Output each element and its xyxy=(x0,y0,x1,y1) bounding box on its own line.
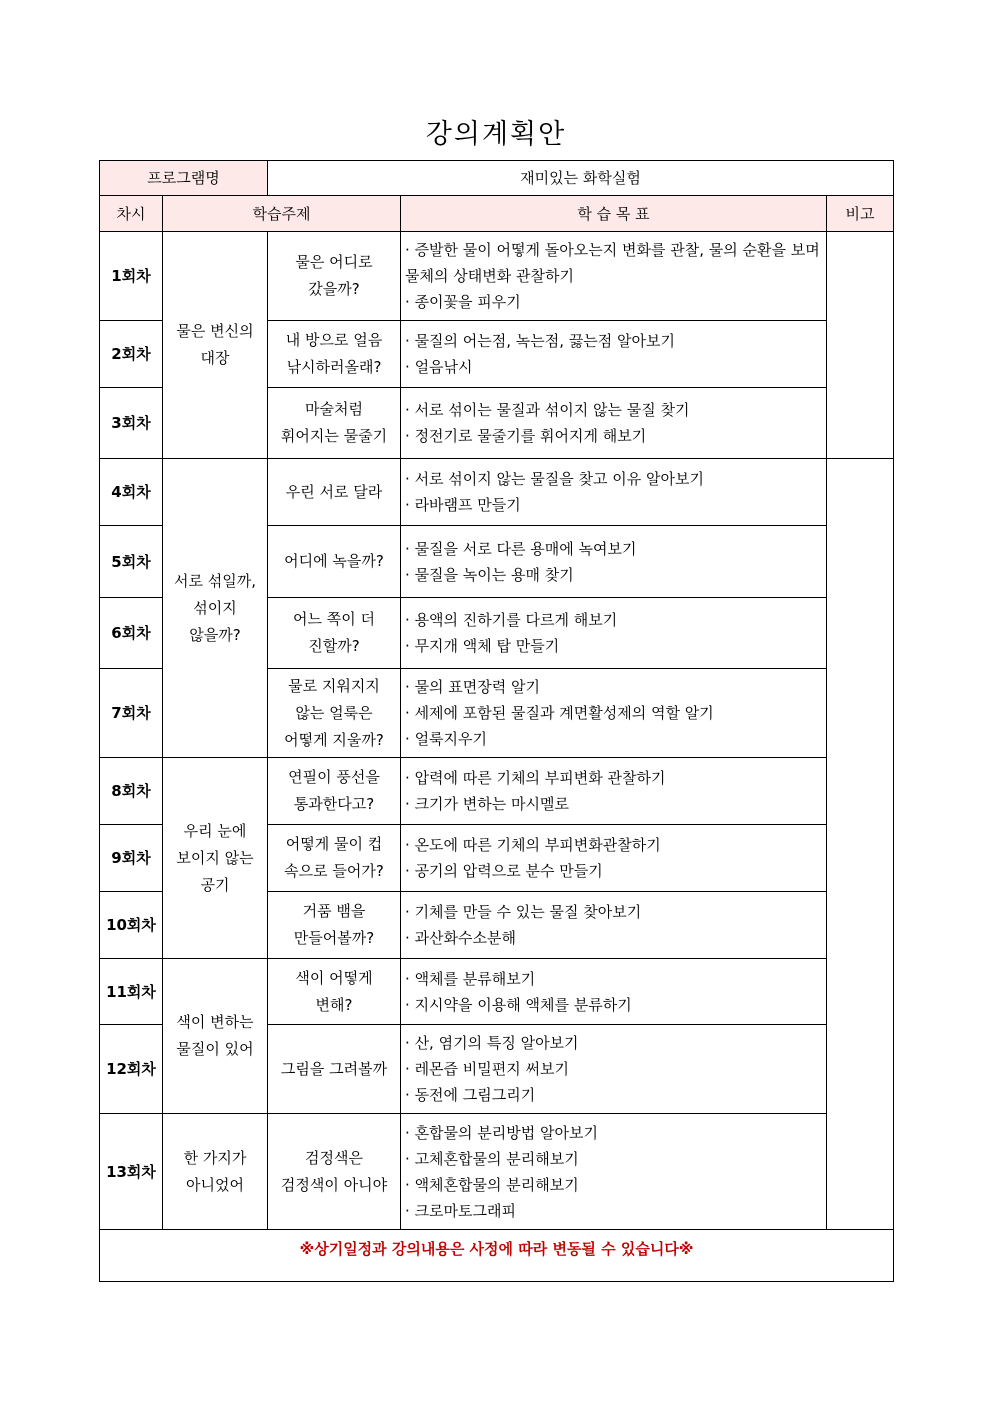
goal-text: 정전기로 물줄기를 휘어지게 해보기 xyxy=(414,427,647,445)
goal-cell xyxy=(401,526,827,598)
header-goal: 학 습 목 표 xyxy=(401,196,827,232)
subtopic-line: 어느 쪽이 더 xyxy=(293,610,376,628)
bullet-icon: · xyxy=(405,1149,415,1168)
session-cell: 2회차 xyxy=(100,321,163,388)
goal-text: 크기가 변하는 마시멜로 xyxy=(414,795,569,813)
goal-item xyxy=(405,536,824,562)
goal-item xyxy=(405,289,824,315)
goal-text: 무지개 액체 탑 만들기 xyxy=(414,637,560,655)
bullet-icon: · xyxy=(405,496,415,514)
goal-text: 액체를 분류해보기 xyxy=(414,969,536,988)
goal-text: 물질을 서로 다른 용매에 녹여보기 xyxy=(414,539,637,558)
goal-item xyxy=(405,992,824,1018)
goal-cell xyxy=(401,459,827,526)
notice-text: ※상기일정과 강의내용은 사정에 따라 변동될 수 있습니다※ xyxy=(100,1230,894,1282)
bullet-icon: · xyxy=(405,332,415,350)
session-row xyxy=(100,459,894,526)
bullet-icon: · xyxy=(405,358,415,376)
subtopic-line: 않는 얼룩은 xyxy=(295,703,373,722)
session-cell: 6회차 xyxy=(100,598,163,669)
subtopic-line: 연필이 풍선을 xyxy=(288,768,380,786)
goal-cell xyxy=(401,669,827,758)
session-cell: 4회차 xyxy=(100,459,163,526)
goal-cell xyxy=(401,1114,827,1230)
bullet-icon: · xyxy=(405,539,415,558)
subtopic-cell xyxy=(268,232,401,321)
subtopic-line: 진할까? xyxy=(308,637,360,655)
topic-line: 대장 xyxy=(200,349,230,367)
goal-text: 서로 섞이는 물질과 섞이지 않는 물질 찾기 xyxy=(414,401,690,419)
goal-text: 고체혼합물의 분리해보기 xyxy=(414,1149,579,1168)
subtopic-line: 그림을 그려볼까 xyxy=(280,1059,388,1078)
goal-item xyxy=(405,328,824,354)
goal-item xyxy=(405,726,824,752)
goal-text: 얼룩지우기 xyxy=(414,730,488,748)
subtopic-cell xyxy=(268,459,401,526)
topic-line: 공기 xyxy=(200,875,230,894)
subtopic-line: 어떻게 물이 컵 xyxy=(285,835,383,853)
goal-item xyxy=(405,397,824,423)
bullet-icon: · xyxy=(405,995,415,1014)
subtopic-line: 내 방으로 얼음 xyxy=(285,331,383,349)
goal-text: 얼음낚시 xyxy=(414,358,473,376)
goal-item xyxy=(405,858,824,884)
bullet-icon: · xyxy=(405,1086,415,1104)
subtopic-cell xyxy=(268,321,401,388)
goal-text: 동전에 그림그리기 xyxy=(414,1086,536,1104)
goal-text: 레몬즙 비밀편지 써보기 xyxy=(414,1060,569,1078)
topic-line: 우리 눈에 xyxy=(183,821,247,840)
topic-line: 색이 변하는 xyxy=(176,1013,254,1031)
subtopic-line: 물은 어디로 xyxy=(295,253,373,271)
topic-line: 아니었어 xyxy=(186,1175,244,1194)
bullet-icon: · xyxy=(405,969,415,988)
session-row xyxy=(100,232,894,321)
goal-cell xyxy=(401,825,827,892)
goal-item xyxy=(405,423,824,449)
topic-line: 보이지 않는 xyxy=(176,848,254,867)
program-label: 프로그램명 xyxy=(100,161,268,196)
session-row xyxy=(100,1114,894,1230)
bullet-icon: · xyxy=(405,730,415,748)
bullet-icon: · xyxy=(405,1060,415,1078)
topic-group-cell xyxy=(163,959,268,1114)
goal-text: 크로마토그래피 xyxy=(414,1201,516,1220)
goal-cell xyxy=(401,1025,827,1114)
bullet-icon: · xyxy=(405,427,415,445)
goal-item xyxy=(405,633,824,659)
subtopic-line: 어디에 녹을까? xyxy=(284,552,384,570)
session-cell: 7회차 xyxy=(100,669,163,758)
program-row xyxy=(100,161,894,196)
bullet-icon: · xyxy=(405,611,415,629)
goal-item xyxy=(405,966,824,992)
bullet-icon: · xyxy=(405,1034,415,1052)
session-cell: 10회차 xyxy=(100,892,163,959)
goal-item xyxy=(405,925,824,951)
goal-item xyxy=(405,791,824,817)
bullet-icon: · xyxy=(405,1175,415,1194)
bullet-icon: · xyxy=(405,795,415,813)
subtopic-cell xyxy=(268,825,401,892)
bullet-icon: · xyxy=(405,241,415,259)
goal-text: 종이꽃을 피우기 xyxy=(414,293,521,311)
goal-cell xyxy=(401,758,827,825)
subtopic-line: 어떻게 지울까? xyxy=(284,730,384,749)
subtopic-line: 검정색이 아니야 xyxy=(280,1175,388,1194)
session-cell: 5회차 xyxy=(100,526,163,598)
bullet-icon: · xyxy=(405,903,415,921)
subtopic-line: 갔을까? xyxy=(308,280,360,298)
subtopic-line: 색이 어떻게 xyxy=(295,968,373,987)
bullet-icon: · xyxy=(405,401,415,419)
goal-item xyxy=(405,1082,824,1108)
goal-cell xyxy=(401,959,827,1025)
goal-item xyxy=(405,832,824,858)
bullet-icon: · xyxy=(405,704,415,722)
subtopic-cell xyxy=(268,669,401,758)
goal-item xyxy=(405,700,824,726)
goal-text: 서로 섞이지 않는 물질을 찾고 이유 알아보기 xyxy=(414,470,704,488)
session-row xyxy=(100,758,894,825)
goal-cell xyxy=(401,388,827,459)
goal-text: 증발한 물이 어떻게 돌아오는지 변화를 관찰, 물의 순환을 보며 물체의 상태변화 관찰하기 xyxy=(405,241,820,285)
program-name: 재미있는 화학실험 xyxy=(268,161,894,196)
goal-item xyxy=(405,492,824,518)
header-session: 차시 xyxy=(100,196,163,232)
session-cell: 3회차 xyxy=(100,388,163,459)
subtopic-cell xyxy=(268,758,401,825)
topic-group-cell xyxy=(163,232,268,459)
subtopic-line: 낚시하러올래? xyxy=(286,358,382,376)
subtopic-cell xyxy=(268,892,401,959)
bullet-icon: · xyxy=(405,1123,415,1142)
topic-line: 않을까? xyxy=(189,625,241,644)
topic-line: 섞이지 xyxy=(193,598,237,617)
subtopic-line: 만들어볼까? xyxy=(293,929,375,947)
goal-text: 산, 염기의 특징 알아보기 xyxy=(414,1034,579,1052)
header-topic: 학습주제 xyxy=(163,196,401,232)
goal-text: 혼합물의 분리방법 알아보기 xyxy=(414,1123,598,1142)
session-cell: 12회차 xyxy=(100,1025,163,1114)
session-cell: 1회차 xyxy=(100,232,163,321)
goal-text: 세제에 포함된 물질과 계면활성제의 역할 알기 xyxy=(414,704,714,722)
note-cell xyxy=(827,459,894,1230)
goal-item xyxy=(405,562,824,588)
goal-text: 물의 표면장력 알기 xyxy=(414,678,541,696)
goal-cell xyxy=(401,892,827,959)
header-note: 비고 xyxy=(827,196,894,232)
lecture-plan-table xyxy=(99,160,894,1282)
goal-text: 공기의 압력으로 분수 만들기 xyxy=(414,862,603,880)
subtopic-cell xyxy=(268,526,401,598)
bullet-icon: · xyxy=(405,293,415,311)
goal-text: 지시약을 이용해 액체를 분류하기 xyxy=(414,995,632,1014)
goal-text: 온도에 따른 기체의 부피변화관찰하기 xyxy=(414,836,661,854)
goal-text: 라바램프 만들기 xyxy=(414,496,521,514)
topic-line: 서로 섞일까, xyxy=(174,571,256,590)
subtopic-line: 검정색은 xyxy=(305,1148,363,1167)
subtopic-cell xyxy=(268,1025,401,1114)
subtopic-line: 속으로 들어가? xyxy=(284,862,384,880)
goal-item xyxy=(405,1056,824,1082)
goal-cell xyxy=(401,232,827,321)
goal-item xyxy=(405,1146,824,1172)
page-title: 강의계획안 xyxy=(425,119,567,150)
subtopic-line: 거품 뱀을 xyxy=(302,902,366,920)
goal-item xyxy=(405,607,824,633)
goal-text: 물질의 어는점, 녹는점, 끓는점 알아보기 xyxy=(414,332,676,350)
goal-item xyxy=(405,1030,824,1056)
session-cell: 9회차 xyxy=(100,825,163,892)
topic-line: 물은 변신의 xyxy=(176,322,254,340)
bullet-icon: · xyxy=(405,862,415,880)
bullet-icon: · xyxy=(405,678,415,696)
bullet-icon: · xyxy=(405,565,415,584)
subtopic-cell xyxy=(268,598,401,669)
goal-item xyxy=(405,237,824,289)
subtopic-cell xyxy=(268,1114,401,1230)
topic-group-cell xyxy=(163,1114,268,1230)
goal-text: 기체를 만들 수 있는 물질 찾아보기 xyxy=(414,903,642,921)
topic-group-cell xyxy=(163,758,268,959)
header-row xyxy=(100,196,894,232)
session-cell: 8회차 xyxy=(100,758,163,825)
bullet-icon: · xyxy=(405,470,415,488)
session-row xyxy=(100,959,894,1025)
goal-text: 물질을 녹이는 용매 찾기 xyxy=(414,565,574,584)
goal-text: 압력에 따른 기체의 부피변화 관찰하기 xyxy=(414,769,666,787)
bullet-icon: · xyxy=(405,769,415,787)
subtopic-line: 마술처럼 xyxy=(305,400,363,418)
goal-item xyxy=(405,1120,824,1146)
bullet-icon: · xyxy=(405,929,415,947)
goal-item xyxy=(405,354,824,380)
subtopic-cell xyxy=(268,959,401,1025)
goal-item xyxy=(405,1172,824,1198)
note-cell xyxy=(827,232,894,459)
goal-text: 액체혼합물의 분리해보기 xyxy=(414,1175,579,1194)
goal-cell xyxy=(401,321,827,388)
subtopic-line: 우린 서로 달라 xyxy=(285,482,383,501)
goal-text: 용액의 진하기를 다르게 해보기 xyxy=(414,611,618,629)
goal-cell xyxy=(401,598,827,669)
topic-group-cell xyxy=(163,459,268,758)
bullet-icon: · xyxy=(405,637,415,655)
subtopic-line: 물로 지워지지 xyxy=(288,676,380,695)
goal-item xyxy=(405,1198,824,1224)
topic-line: 물질이 있어 xyxy=(176,1040,254,1058)
goal-item xyxy=(405,466,824,492)
notice-row xyxy=(100,1230,894,1282)
session-cell: 13회차 xyxy=(100,1114,163,1230)
goal-item xyxy=(405,899,824,925)
subtopic-line: 통과한다고? xyxy=(293,795,375,813)
goal-text: 과산화수소분해 xyxy=(414,929,516,947)
session-cell: 11회차 xyxy=(100,959,163,1025)
subtopic-line: 휘어지는 물줄기 xyxy=(280,427,388,445)
subtopic-line: 변해? xyxy=(315,995,353,1014)
topic-line: 한 가지가 xyxy=(183,1148,247,1167)
goal-item xyxy=(405,674,824,700)
bullet-icon: · xyxy=(405,836,415,854)
subtopic-cell xyxy=(268,388,401,459)
bullet-icon: · xyxy=(405,1201,415,1220)
goal-item xyxy=(405,765,824,791)
